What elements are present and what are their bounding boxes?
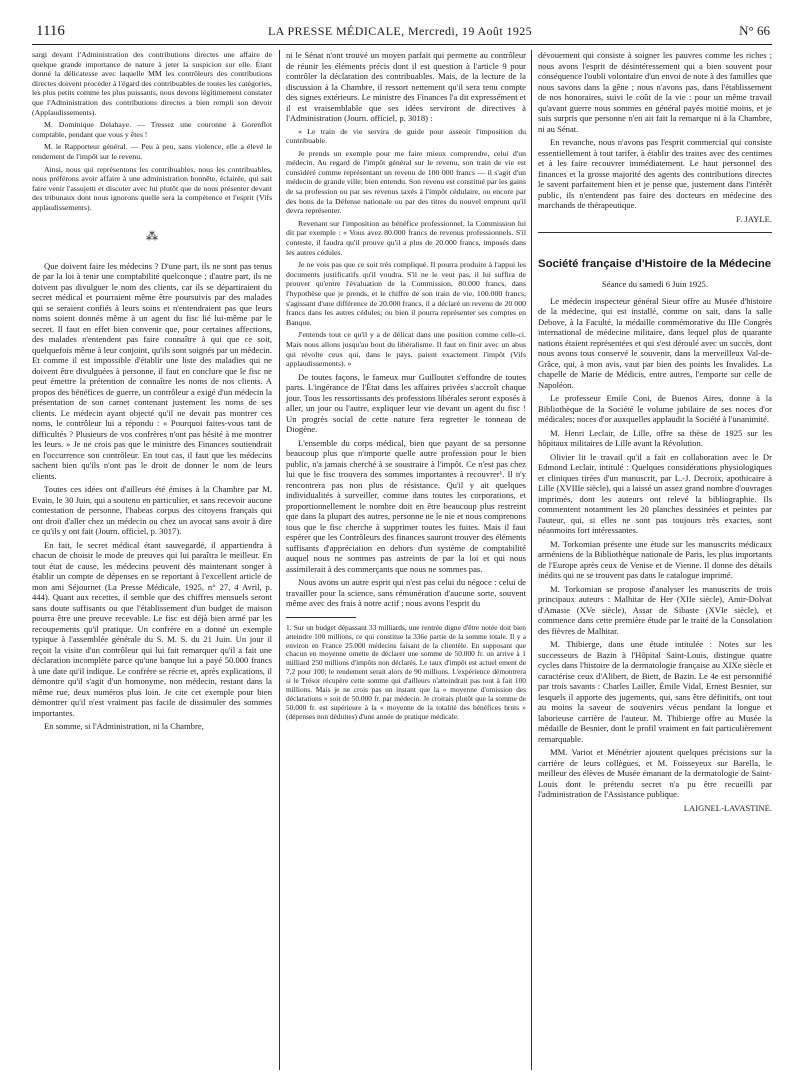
page-number: 1116 (36, 23, 65, 39)
seance-date: Séance du samedi 6 Juin 1925. (602, 279, 708, 289)
paragraph: L'ensemble du corps médical, bien que payant de sa personne beaucoup plus que n'importe quelle autre profession pour le bien public, n'a jamais cherché à se soustraire à l'impôt. Ce n'est pas chez lui que le fisc trouvera des sommes importantes à recouvrer¹. Il n'y rencontrera pas non plus de résistance. Qu'il y ait quelques individualités à surveiller, comme dans toutes les corporations, et proportionnellement le nombre doit en être beaucoup plus restreint que dans la plupart des autres, personne ne le nie et nous comprenons tous que le fisc cherche à supprimer toutes les fuites. Mais il faut espérer que les Contrôleurs des finances sauront trouver des éléments suffisants d'appréciation en dehors d'un système de comptabilité auquel nous ne sommes pas astreints de par la loi et qui nous assimilerait à des commerçants que nous ne sommes pas. (286, 437, 526, 574)
author-signature: F. JAYLE. (735, 213, 772, 224)
minutes-paragraph: M. Thibierge, dans une étude intitulée : Notes sur les successeurs de Bazin à l'Hôpital Saint-Louis, distingue quatre cycles dans l'histoire de la dermatologie française au XIXe siècle et caractérise ceux d'Alibert, de Biett, de Bazin. Le 4e est personnifié par trois savants : Charles Lailler, Émile Vidal, Ernest Besnier, sur lesquels il apporte des jugements, qui, sans être définitifs, ont tout au moins la saveur de souvenirs vécus pendant la longue et laborieuse carrière de l'auteur. M. Thibierge offre au Musée la médaille de Besnier, dont le profil vraiment en fait particulièrement remarquable. (538, 639, 772, 744)
paragraph: Ainsi, nous qui représentons les contribuables, nous les contribuables, nous préférons avoir affaire à une administration honnête, éclairée, qui sait faire venir l'assujetti et discuter avec lui plutôt que de nous présenter devant des tribunaux dont nous ignorons quelle sera la compétence et l'esprit (Vifs applaudissements). (32, 164, 272, 212)
minutes-paragraph: M. Torkomian présente une étude sur les manuscrits médicaux arméniens de la Bibliothèque nationale de Paris, les plus importants de l'Europe après ceux de Venise et de Vienne. Il donne des détails inédits qui ne se trouvent pas dans le catalogue imprimé. (538, 538, 772, 580)
minutes-paragraph: M. Henri Leclair, de Lille, offre sa thèse de 1925 sur les hôpitaux militaires de Lille avant la Révolution. (538, 427, 772, 448)
section-body (538, 296, 772, 800)
minutes-paragraph: Olivier lit le travail qu'il a fait en collaboration avec le Dr Edmond Leclair, intitulé : Quelques considérations physiologiques et cliniques tirées d'un manuscrit, par L.-J. Decroix, apothicaire à Lille (XVIIIe siècle), qui a laissé un assez grand nombre d'ouvrages imprimés, dont les auteurs ont relevé la bibliographie. Ils commentent notamment les 20 planches dessinées et peintes par l'auteur, qui, si elles ne sont pas toujours très exactes, sont néanmoins fort intéressantes. (538, 451, 772, 535)
paragraph: M. Dominique Delahaye. — Tressez une couronne à Gorenflot comptable, pendant que vous y êtes ! (32, 120, 272, 139)
paragraph: J'entends tout ce qu'il y a de délicat dans une position comme celle-ci. Mais nous allons jusqu'au bout du libéralisme. Il faut en finir avec un abus qui révolte ceux qui, dans le pays, paient exactement l'impôt (Vifs applaudissements). » (286, 330, 526, 369)
section-title: Société française d'Histoire de la Médecine (538, 258, 772, 270)
footnote: 1. Sur un budget dépassant 33 milliards, une rentrée digne d'être notée doit bien atteindre 100 millions, ce qui constitue la 336e partie de la somme totale. Il y a environ en France 25.000 médecins faisant de la clientèle. En supposant que chacun en moyenne omette de déclarer une somme de 50.000 fr. on arrive à 1 milliard 250 millions d'impôts non déclarés. Le taux d'impôt est actuel ement de 7,2 pour 100; le rendement serait alors de 90 millions. L'expérience démontrera si le Trésor récupère cette somme qui d'ailleurs n'atteindrait pas tout à fait 100 millions. Mais je ne crois pas un instant que la « moyenne d'omission des déclarations » soit de 50.000 fr. par médecin. Je croirais plutôt que la somme de 50.000 fr. est supérieure à la « moyenne de la totalité des bénéfices bruts » (dépenses non déduites) d'une année de pratique médicale. (286, 622, 526, 721)
paragraph: Toutes ces idées ont d'ailleurs été émises à la Chambre par M. Evain, le 30 Juin, qui a soutenu en particulier, et sans recevoir aucune contestation de personne, l'habeas corpus des citoyens français qui ont droit d'aller chez un médecin ou chez un avocat sans avoir à dire ce qu'ils y ont fait (Journ. officiel, p. 3017). (32, 484, 272, 536)
section-signature: LAIGNEL-LAVASTINE. (683, 802, 772, 813)
column-left (32, 50, 272, 735)
paragraph: Je ne vois pas que ce soit très compliqué. Il pourra produire à l'appui les documents justificatifs qu'il voudra. S'il ne le veut pas, il lui suffira de prouver qu'entre l'évaluation de la Commission, 80.000 francs, dans l'hypothèse que je prends, et le chiffre de son train de vie, 100.000 francs, s'agissant d'une différence de 20.000 francs, il a déclaré un revenu de 20 000 francs dans les autres cédules; ou bien il pourra représenter ses comptes en Banque. (286, 260, 526, 327)
minutes-paragraph: MM. Variot et Ménétrier ajoutent quelques précisions sur la carrière de leurs collègues, et M. Foisseyeux sur Barella, le meilleur des élèves de Musée émanant de la dermatologie de Saint-Louis dont le prétendu secret n'a pu être recueilli par l'administration de l'Assistance publique. (538, 747, 772, 799)
paragraph: En fait, le secret médical étant sauvegardé, il appartiendra à chacun de choisir le mode de preuves qui lui paraîtra le meilleur. En tout état de cause, les médecins peuvent dès maintenant songer à établir un compte de dépenses en se reportant à l'excellent article de mon ami Séjournet (La Presse Médicale, 1925, n° 27, 4 Avril, p. 444). Quant aux recettes, il semble que des chiffres mensuels seront sans doute suffisants ou que l'établissement d'un budget de maison pourra être une preuve recevable. Le fisc est déjà bien armé par les recoupements qu'il pratique. Un confrère en a donné un exemple typique à l'assemblée générale du S. M. S. du 21 Juin. Un jour il reçoit la visite d'un contrôleur qui lui fait remarquer qu'il a fait une déclaration incomplète parce qu'une banque lui a payé 50.000 francs à une date qu'il indique. Le confrère se récrie et, après explications, il démontre qu'il s'agit d'un homonyme, non médecin, restant dans la même rue, deux numéros plus loin. Je cite cet exemple pour bien démontrer qu'il n'est vraiment pas facile de dissimuler des sommes importantes. (32, 539, 272, 718)
paragraph: sargi devant l'Administration des contributions directes une affaire de quelque grande importance de nature à jeter la suspicion sur elle. Étant donné la délicatesse avec laquelle MM les contrôleurs des contributions directes doivent procéder à l'égard des contribuables de toutes les catégories, les plus petits comme les plus puissants, nous devons légitimement constater que l'Administration des contributions directes a bien rempli son devoir (Applaudissements). (32, 50, 272, 117)
paragraph: En somme, si l'Administration, ni la Chambre, (44, 721, 204, 731)
column-middle-body (286, 50, 526, 609)
paragraph: ni le Sénat n'ont trouvé un moyen parfait qui permette au contrôleur de réunir les éléments précis dont il est question à l'article 9 pour contrôler la déclaration des contribuables. Mais, de la lecture de la discussion à la Chambre, il ressort nettement qu'il sera tenu compte des signes extérieurs. Le ministre des Finances l'a dit expressément et il est vraisemblable que ses idées serviront de directives à l'Administration (Journ. officiel, p. 3018) : (286, 50, 526, 123)
journal-title: LA PRESSE MÉDICALE, Mercredi, 19 Août 1925 (267, 24, 533, 38)
paragraph: « Le train de vie servira de guide pour asseoir l'imposition du contribuable. (286, 126, 526, 146)
minutes-paragraph: Le médecin inspecteur général Sieur offre au Musée d'histoire de la médecine, qui est installé, comme on sait, dans la salle Debove, à la Faculté, la médaille commémorative du IIIe Congrès international de médecine militaire, dans lequel plus de quarante nations étaient représentées et qui s'est déroulé avec un succès, dont nous avons tous conservé le souvenir, dans la merveilleux Val-de-Grâce, qui, à mon avis, vaut par bien des points les Invalides. La chapelle de Marie de Médicis, entre autres, l'emporte sur celle de Napoléon. (538, 295, 772, 390)
issue-number: N° 66 (739, 23, 770, 38)
paragraph: Que doivent faire les médecins ? D'une part, ils ne sont pas tenus de par la loi à tenir une comptabilité quelconque ; d'autre part, ils ne doivent pas divulguer le nom des clients, car ils se départiraient du secret médical et pourraient même être poursuivis par des malades qui se seraient confiés à leurs soins et n'entendraient pas que leurs noms soient donnés même à un agent du fisc lié lui-même par le secret. Il faut en effet bien convenir que, pour certaines affections, des malades n'entendent pas faire connaître à qui que ce soit, quelquefois même à leur conjoint, qu'ils sont soignés par un médecin. Et comme il est impossible d'établir une liste des maladies qui ne doivent être divulguées à personne, il faut en conclure que le fisc ne peut émettre la prétention de connaître les noms de nos clients. A propos des bénéfices de guerre, un contrôleur a exigé d'un médecin la présentation de son carnet contenant justement les noms de ses clients. Le médecin ayant objecté qu'il ne devait pas montrer ces noms, le contrôleur lui a répondu : « Pourquoi faites-vous tant de difficultés ? Plusieurs de vos confrères n'ont pas hésité à me montrer les leurs. » Je ne crois pas que le ministre des Finances soutiendrait en l'occurrence son contrôleur. En tout cas, il faut que les médecins sachent bien qu'ils n'ont pas le droit de donner le nom de leurs clients. (32, 260, 272, 481)
paragraph: M. le Rapporteur général. — Peu à peu, sans violence, elle a élevé le rendement de l'impôt sur le revenu. (32, 142, 272, 161)
column-divider-left (279, 50, 280, 1070)
column-middle (286, 50, 526, 725)
section-separator: ⁂ (146, 228, 158, 243)
column-divider-right (531, 50, 532, 1070)
paragraph: Revenant sur l'imposition au bénéfice professionnel, la Commission lui dit par exemple : « Vous avez 80.000 francs de revenus professionnels. S'il conteste, il faudra qu'il prouve qu'il a plus de 20.000 francs, imposés dans les autres cédules. (286, 218, 526, 257)
paragraph: De toutes façons, le fameux mur Guilloutet s'effondre de toutes parts. L'ingérance de l'État dans les affaires privées s'accroît chaque jour. Tous les ressortissants des professions libérales seront exposés à aller, un jour ou l'autre, expliquer leur vie devant un agent du fisc ! Un progrès social de cette nature fera regretter le tonneau de Diogène. (286, 371, 526, 435)
paragraph: Nous avons un autre esprit qui n'est pas celui du négoce : celui de travailler pour la science, sans rémunération d'aucune sorte, souvent même avec des frais à notre actif ; nous avons l'esprit du (286, 577, 526, 609)
article-conclusion (538, 50, 772, 211)
paragraph: dévouement qui consiste à soigner les pauvres comme les riches ; nous avons l'esprit de désintéressement qui a bien souvent pour conséquence l'oubli volontaire d'un envoi de note à des familles que nous savons dans la gêne ; nous n'avons pas, dans l'établissement de nos honoraires, suivi le coût de la vie : pour un même travail qu'avant guerre nous sommes en général payés moitié moins, et je suis surpris que personne n'en ait fait la remarque ni à la Chambre, ni au Sénat. (538, 50, 772, 134)
minutes-paragraph: M. Torkomian se propose d'analyser les manuscrits de trois principaux auteurs : Malhitar de Her (XIIe siècle), Amir-Dolvat d'Amasie (XVe siècle), Assar de Sibaste (XVIe siècle), et commence dans cette première étude par le traité de la Consolation des fièvres de Malhitar. (538, 583, 772, 636)
column-right (538, 50, 772, 816)
minutes-paragraph: Le professeur Emile Coni, de Buenos Aires, donne à la Bibliothèque de la Société le volume jubilaire de ses noces d'or médicales; noces d'or auxquelles applaudit la Société à l'unanimité. (538, 393, 772, 424)
footnote-rule (286, 617, 356, 618)
section-rule (538, 232, 772, 233)
paragraph: Je prends un exemple pour me faire mieux comprendre, celui d'un médecin. Au regard de l'impôt général sur le revenu, son train de vie est considéré comme représentant un revenu de 100 000 francs — il s'agit d'un médecin de grande ville; bien entendu. Son revenu est constitué par les gains de sa profession ou par ses revenus taxés à l'impôt cédulaire, ou encore par des bons de la Défense nationale ou par des titres du nouvel emprunt qu'il devra représenter. (286, 148, 526, 216)
header-rule (32, 44, 772, 45)
paragraph: En revanche, nous n'avons pas l'esprit commercial qui consiste essentiellement à tout tarifer, à établir des traites avec des centimes et à les faire recouvrer immédiatement. Le haut personnel des finances et la grosse majorité des agents des contributions directes le savent parfaitement bien et je pense que, justement dans l'intérêt public, ils n'entendent pas faire des docteurs en médecine des marchands de thérapeutique. (538, 137, 772, 210)
page-header (0, 22, 800, 46)
